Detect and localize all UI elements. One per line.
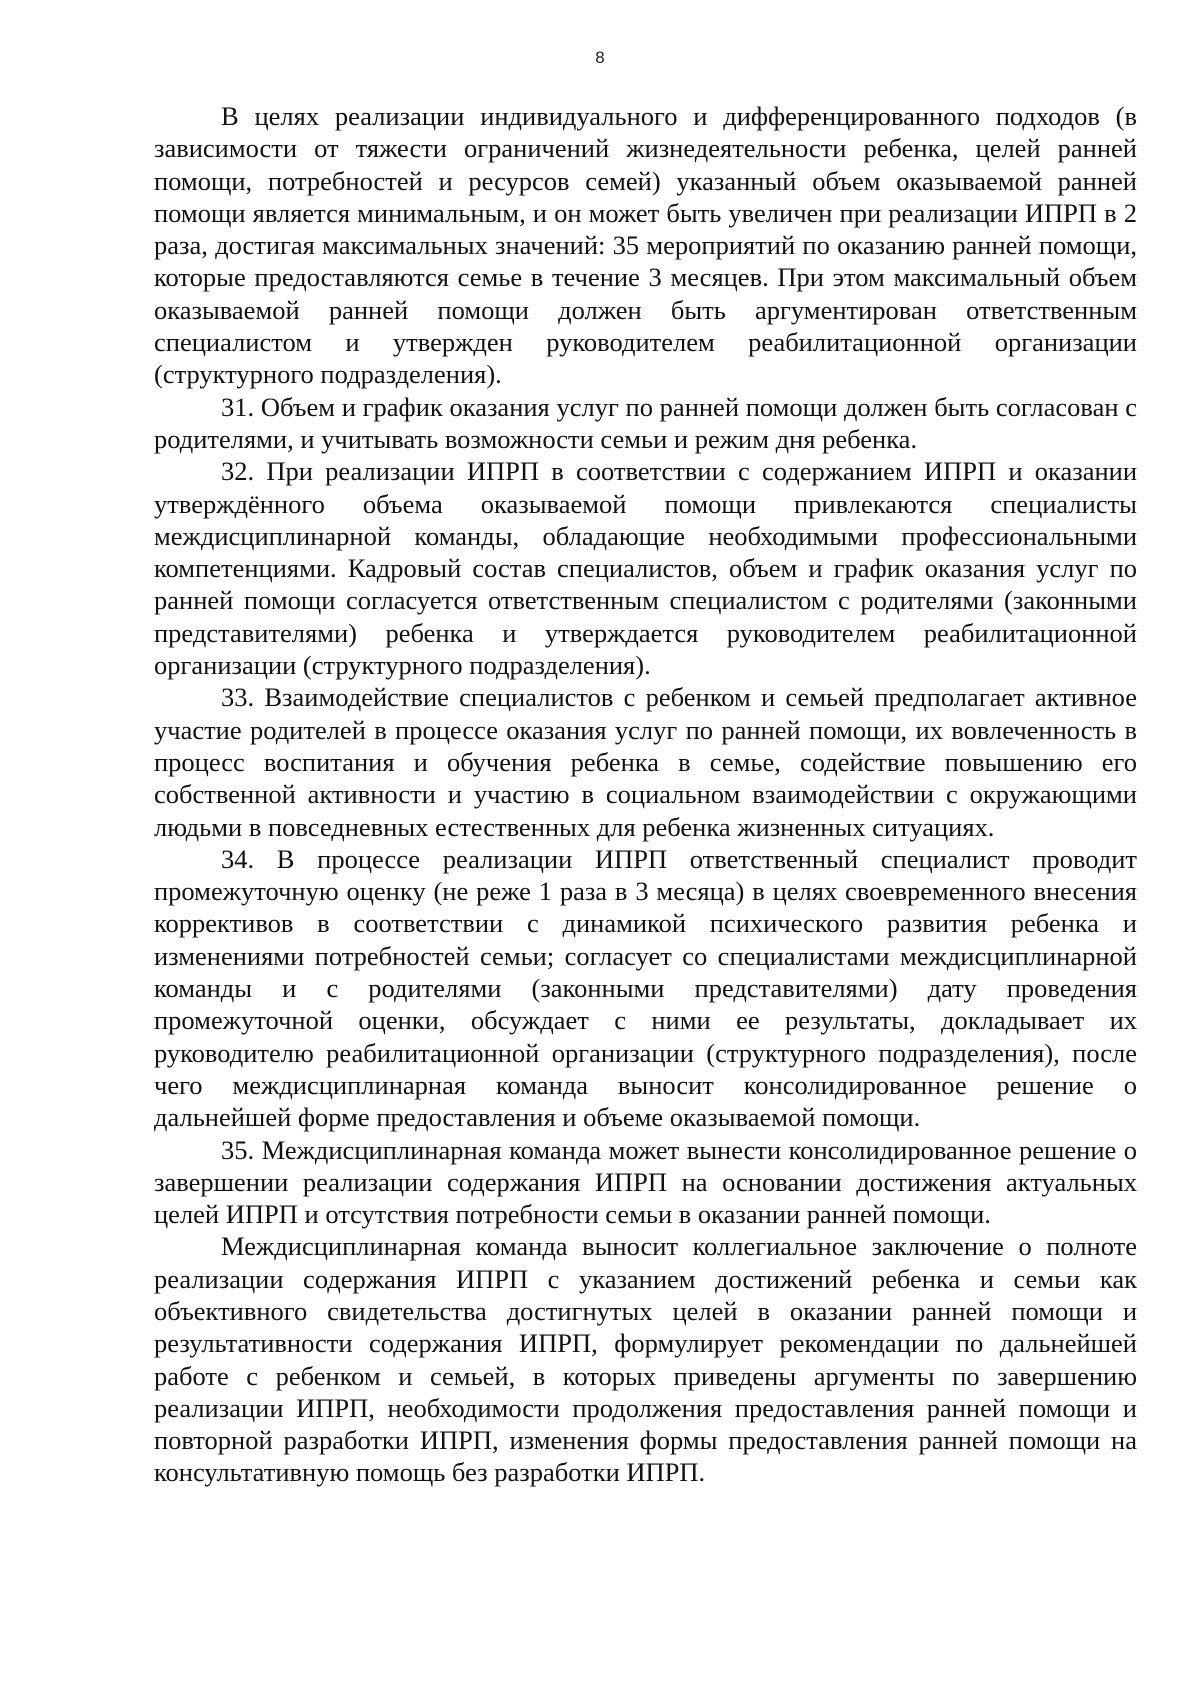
paragraph-31: 31. Объем и график оказания услуг по ранней помощи должен быть согласован с родителями, и учитывать возможности семьи и режим дня ребенка. [154,391,1137,454]
paragraph-conclusion: Междисциплинарная команда выносит коллегиальное заключение о полноте реализации содержания ИПРП с указанием достижений ребенка и семьи как объективного свидетельства достигнутых целей в оказании ранней помощи и результативности содержания ИПРП, формулирует рекомендации по дальнейшей работе с ребенком и семьей, в которых приведены аргументы по завершению реализации ИПРП, необходимости продолжения предоставления ранней помощи и повторной разработки ИПРП, изменения формы предоставления ранней помощи на консультативную помощь без разработки ИПРП. [154,1231,1137,1488]
page-number: 8 [595,48,605,67]
paragraph-32: 32. При реализации ИПРП в соответствии с содержанием ИПРП и оказании утверждённого объема оказываемой помощи привлекаются специалисты междисциплинарной команды, обладающие необходимыми профессиональными компетенциями. Кадровый состав специалистов, объем и график оказания услуг по ранней помощи согласуется ответственным специалистом с родителями (законными представителями) ребенка и утверждается руководителем реабилитационной организации (структурного подразделения). [154,456,1137,681]
paragraph-34: 34. В процессе реализации ИПРП ответственный специалист проводит промежуточную оценку (не реже 1 раза в 3 месяца) в целях своевременного внесения коррективов в соответствии с динамикой психического развития ребенка и изменениями потребностей семьи; согласует со специалистами междисциплинарной команды и с родителями (законными представителями) дату проведения промежуточной оценки, обсуждает с ними ее результаты, докладывает их руководителю реабилитационной организации (структурного подразделения), после чего междисциплинарная команда выносит консолидированное решение о дальнейшей форме предоставления и объеме оказываемой помощи. [154,843,1137,1133]
document-body [154,100,1137,1489]
paragraph-35: 35. Междисциплинарная команда может вынести консолидированное решение о завершении реализации содержания ИПРП на основании достижения актуальных целей ИПРП и отсутствия потребности семьи в оказании ранней помощи. [154,1134,1137,1230]
paragraph-33: 33. Взаимодействие специалистов с ребенком и семьей предполагает активное участие родителей в процессе оказания услуг по ранней помощи, их вовлеченность в процесс воспитания и обучения ребенка в семье, содействие повышению его собственной активности и участию в социальном взаимодействии с окружающими людьми в повседневных естественных для ребенка жизненных ситуациях. [154,682,1137,842]
paragraph-intro: В целях реализации индивидуального и дифференцированного подходов (в зависимости от тяжести ограничений жизнедеятельности ребенка, целей ранней помощи, потребностей и ресурсов семей) указанный объем оказываемой ранней помощи является минимальным, и он может быть увеличен при реализации ИПРП в 2 раза, достигая максимальных значений: 35 мероприятий по оказанию ранней помощи, которые предоставляются семье в течение 3 месяцев. При этом максимальный объем оказываемой ранней помощи должен быть аргументирован ответственным специалистом и утвержден руководителем реабилитационной организации (структурного подразделения). [154,101,1137,390]
